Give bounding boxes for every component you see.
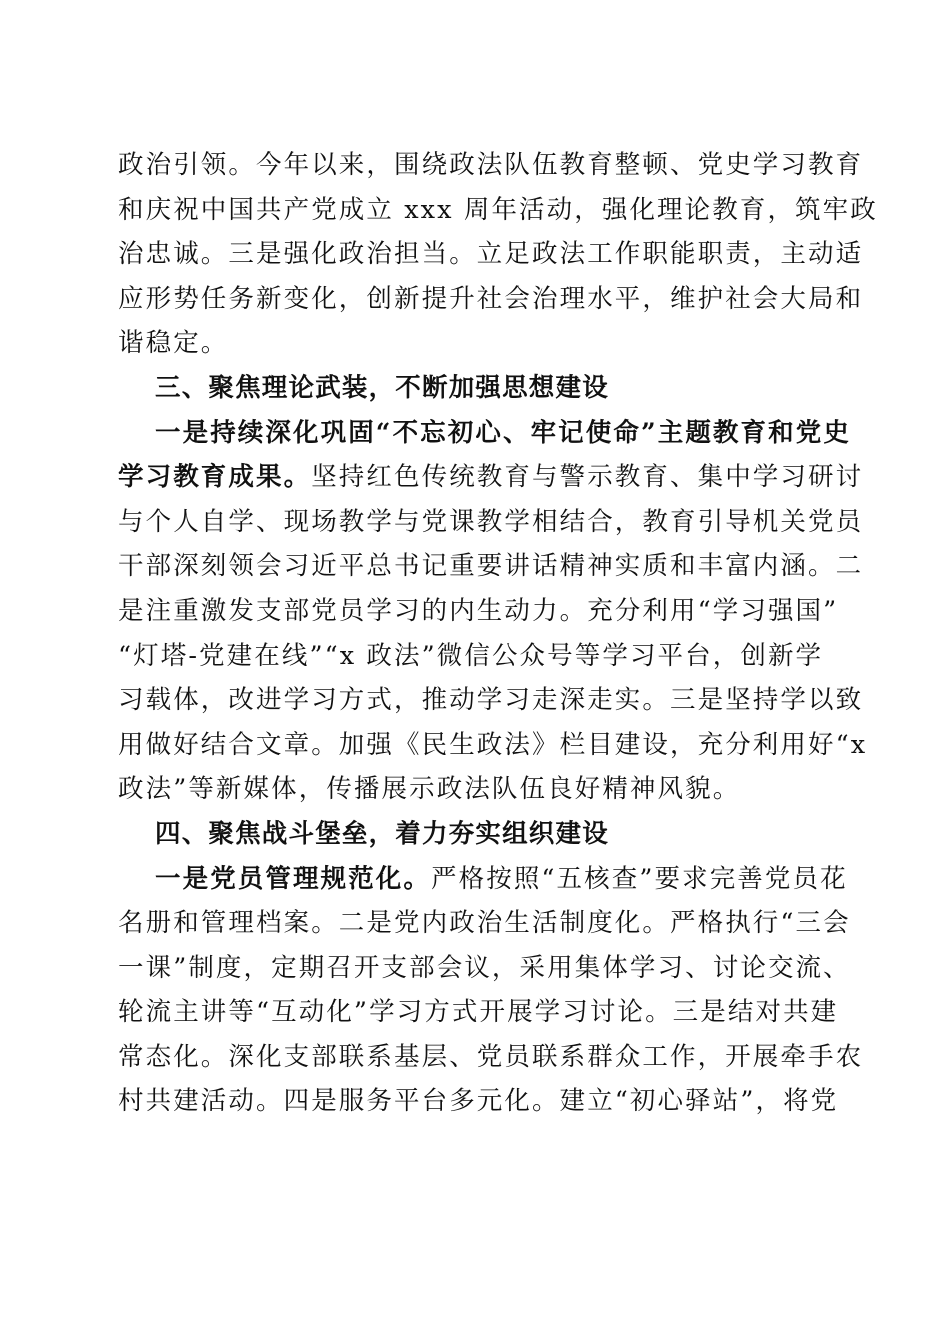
body-line <box>118 901 851 946</box>
body-line <box>118 500 864 545</box>
body-line <box>118 321 830 366</box>
body-line <box>118 143 864 188</box>
text-run: 是注重激发支部党员学习的内生动力。充分利用“学习强国” <box>118 595 839 626</box>
text-run: 一课”制度，定期召开支部会议，采用集体学习、讨论交流、 <box>118 952 851 983</box>
body-line <box>118 589 839 634</box>
heading-text: 四、聚焦战斗堡垒，着力夯实组织建设 <box>155 818 609 849</box>
body-line <box>118 678 864 723</box>
body-line <box>118 455 864 500</box>
text-run: 村共建活动。四是服务平台多元化。建立“初心驿站”，将党 <box>118 1086 839 1117</box>
text-run: 用做好结合文章。加强《民生政法》栏目建设，充分利用好“x <box>118 729 868 760</box>
text-run: 严格按照“五核查”要求完善党员花 <box>431 863 848 894</box>
body-line <box>118 767 830 812</box>
body-line <box>118 1035 864 1080</box>
bold-text-run: 一是持续深化巩固“不忘初心、牢记使命”主题教育和党史 <box>155 417 851 448</box>
text-run: 政治引领。今年以来，围绕政法队伍教育整顿、党史学习教育 <box>118 150 864 180</box>
body-line <box>118 990 839 1035</box>
text-run: 与个人自学、现场教学与党课教学相结合，教育引导机关党员 <box>118 506 864 537</box>
body-line <box>118 857 848 902</box>
text-run: “灯塔-党建在线”“x 政法”微信公众号等学习平台，创新学 <box>118 640 824 671</box>
body-line <box>118 411 851 456</box>
text-run: 应形势任务新变化，创新提升社会治理水平，维护社会大局和 <box>118 283 864 314</box>
body-line <box>118 634 830 679</box>
document-body <box>118 143 878 1124</box>
text-run: 治忠诚。三是强化政治担当。立足政法工作职能职责，主动适 <box>118 239 864 270</box>
body-line <box>118 232 864 277</box>
text-run: 政法”等新媒体，传播展示政法队伍良好精神风貌。 <box>118 774 741 805</box>
body-line <box>118 946 851 991</box>
body-line <box>118 1079 839 1124</box>
bold-text-run: 学习教育成果。 <box>118 462 312 493</box>
text-run: 坚持红色传统教育与警示教育、集中学习研讨 <box>311 462 864 493</box>
text-run: 名册和管理档案。二是党内政治生活制度化。严格执行“三会 <box>118 908 851 939</box>
text-run: 谐稳定。 <box>118 328 229 359</box>
section-heading-three <box>118 366 830 411</box>
text-run: 习载体，改进学习方式，推动学习走深走实。三是坚持学以致 <box>118 685 864 716</box>
text-run: 常态化。深化支部联系基层、党员联系群众工作，开展牵手农 <box>118 1041 864 1072</box>
body-line <box>118 277 864 322</box>
text-run: 和庆祝中国共产党成立 xxx 周年活动，强化理论教育，筑牢政 <box>118 194 878 225</box>
body-line <box>118 544 864 589</box>
text-run: 轮流主讲等“互动化”学习方式开展学习讨论。三是结对共建 <box>118 997 839 1028</box>
bold-text-run: 一是党员管理规范化。 <box>155 863 432 894</box>
heading-text: 三、聚焦理论武装，不断加强思想建设 <box>155 372 609 403</box>
text-run: 干部深刻领会习近平总书记重要讲话精神实质和丰富内涵。二 <box>118 551 864 582</box>
section-heading-four <box>118 812 830 857</box>
body-line <box>118 723 868 768</box>
body-line <box>118 188 878 233</box>
